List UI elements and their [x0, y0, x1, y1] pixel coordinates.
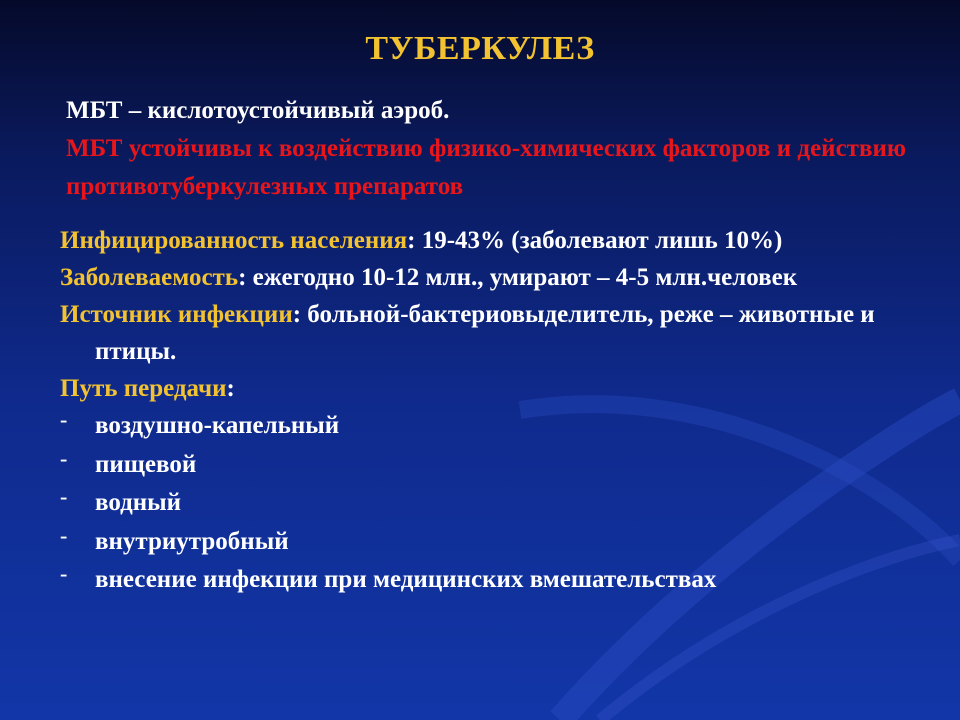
bullet-dash: - [60, 407, 68, 432]
facts-block [60, 222, 940, 600]
fact-infection-rate [60, 222, 940, 259]
slide-title: ТУБЕРКУЛЕЗ [365, 30, 595, 67]
list-item [60, 561, 940, 600]
intro-line-aerobe: МБТ – кислотоустойчивый аэроб. [66, 97, 450, 124]
fact-label: Источник инфекции [60, 301, 293, 328]
list-item [60, 407, 940, 446]
fact-text: : [226, 375, 235, 402]
fact-label: Заболеваемость [60, 264, 239, 291]
intro-line-resistance: МБТ устойчивы к воздействию физико-химических факторов и действию противотуберкулезных препаратов [66, 135, 906, 200]
route-text: внутриутробный [95, 527, 289, 555]
fact-infection-source [60, 296, 940, 370]
fact-label: Инфицированность населения [60, 227, 408, 254]
fact-label: Путь передачи [60, 375, 227, 402]
list-item [60, 446, 940, 485]
route-text: внесение инфекции при медицинских вмешательствах [95, 566, 717, 593]
list-item [60, 523, 940, 562]
route-text: водный [95, 489, 182, 516]
fact-text: : 19-43% (заболевают лишь 10%) [407, 227, 783, 254]
fact-text: : больной-бактериовыделитель, реже – животные и птицы. [95, 301, 875, 365]
route-text: пищевой [95, 450, 197, 478]
intro-block [66, 92, 946, 206]
fact-text: : ежегодно 10-12 млн., умирают – 4-5 млн.человек [238, 264, 798, 291]
fact-transmission-route [60, 370, 940, 407]
bullet-dash: - [60, 561, 68, 586]
bullet-dash: - [60, 445, 68, 471]
bullet-dash: - [60, 522, 68, 548]
route-text: воздушно-капельный [95, 412, 340, 439]
fact-incidence [60, 259, 940, 296]
bullet-dash: - [60, 484, 68, 509]
list-item [60, 484, 940, 523]
transmission-routes-list [60, 407, 940, 600]
